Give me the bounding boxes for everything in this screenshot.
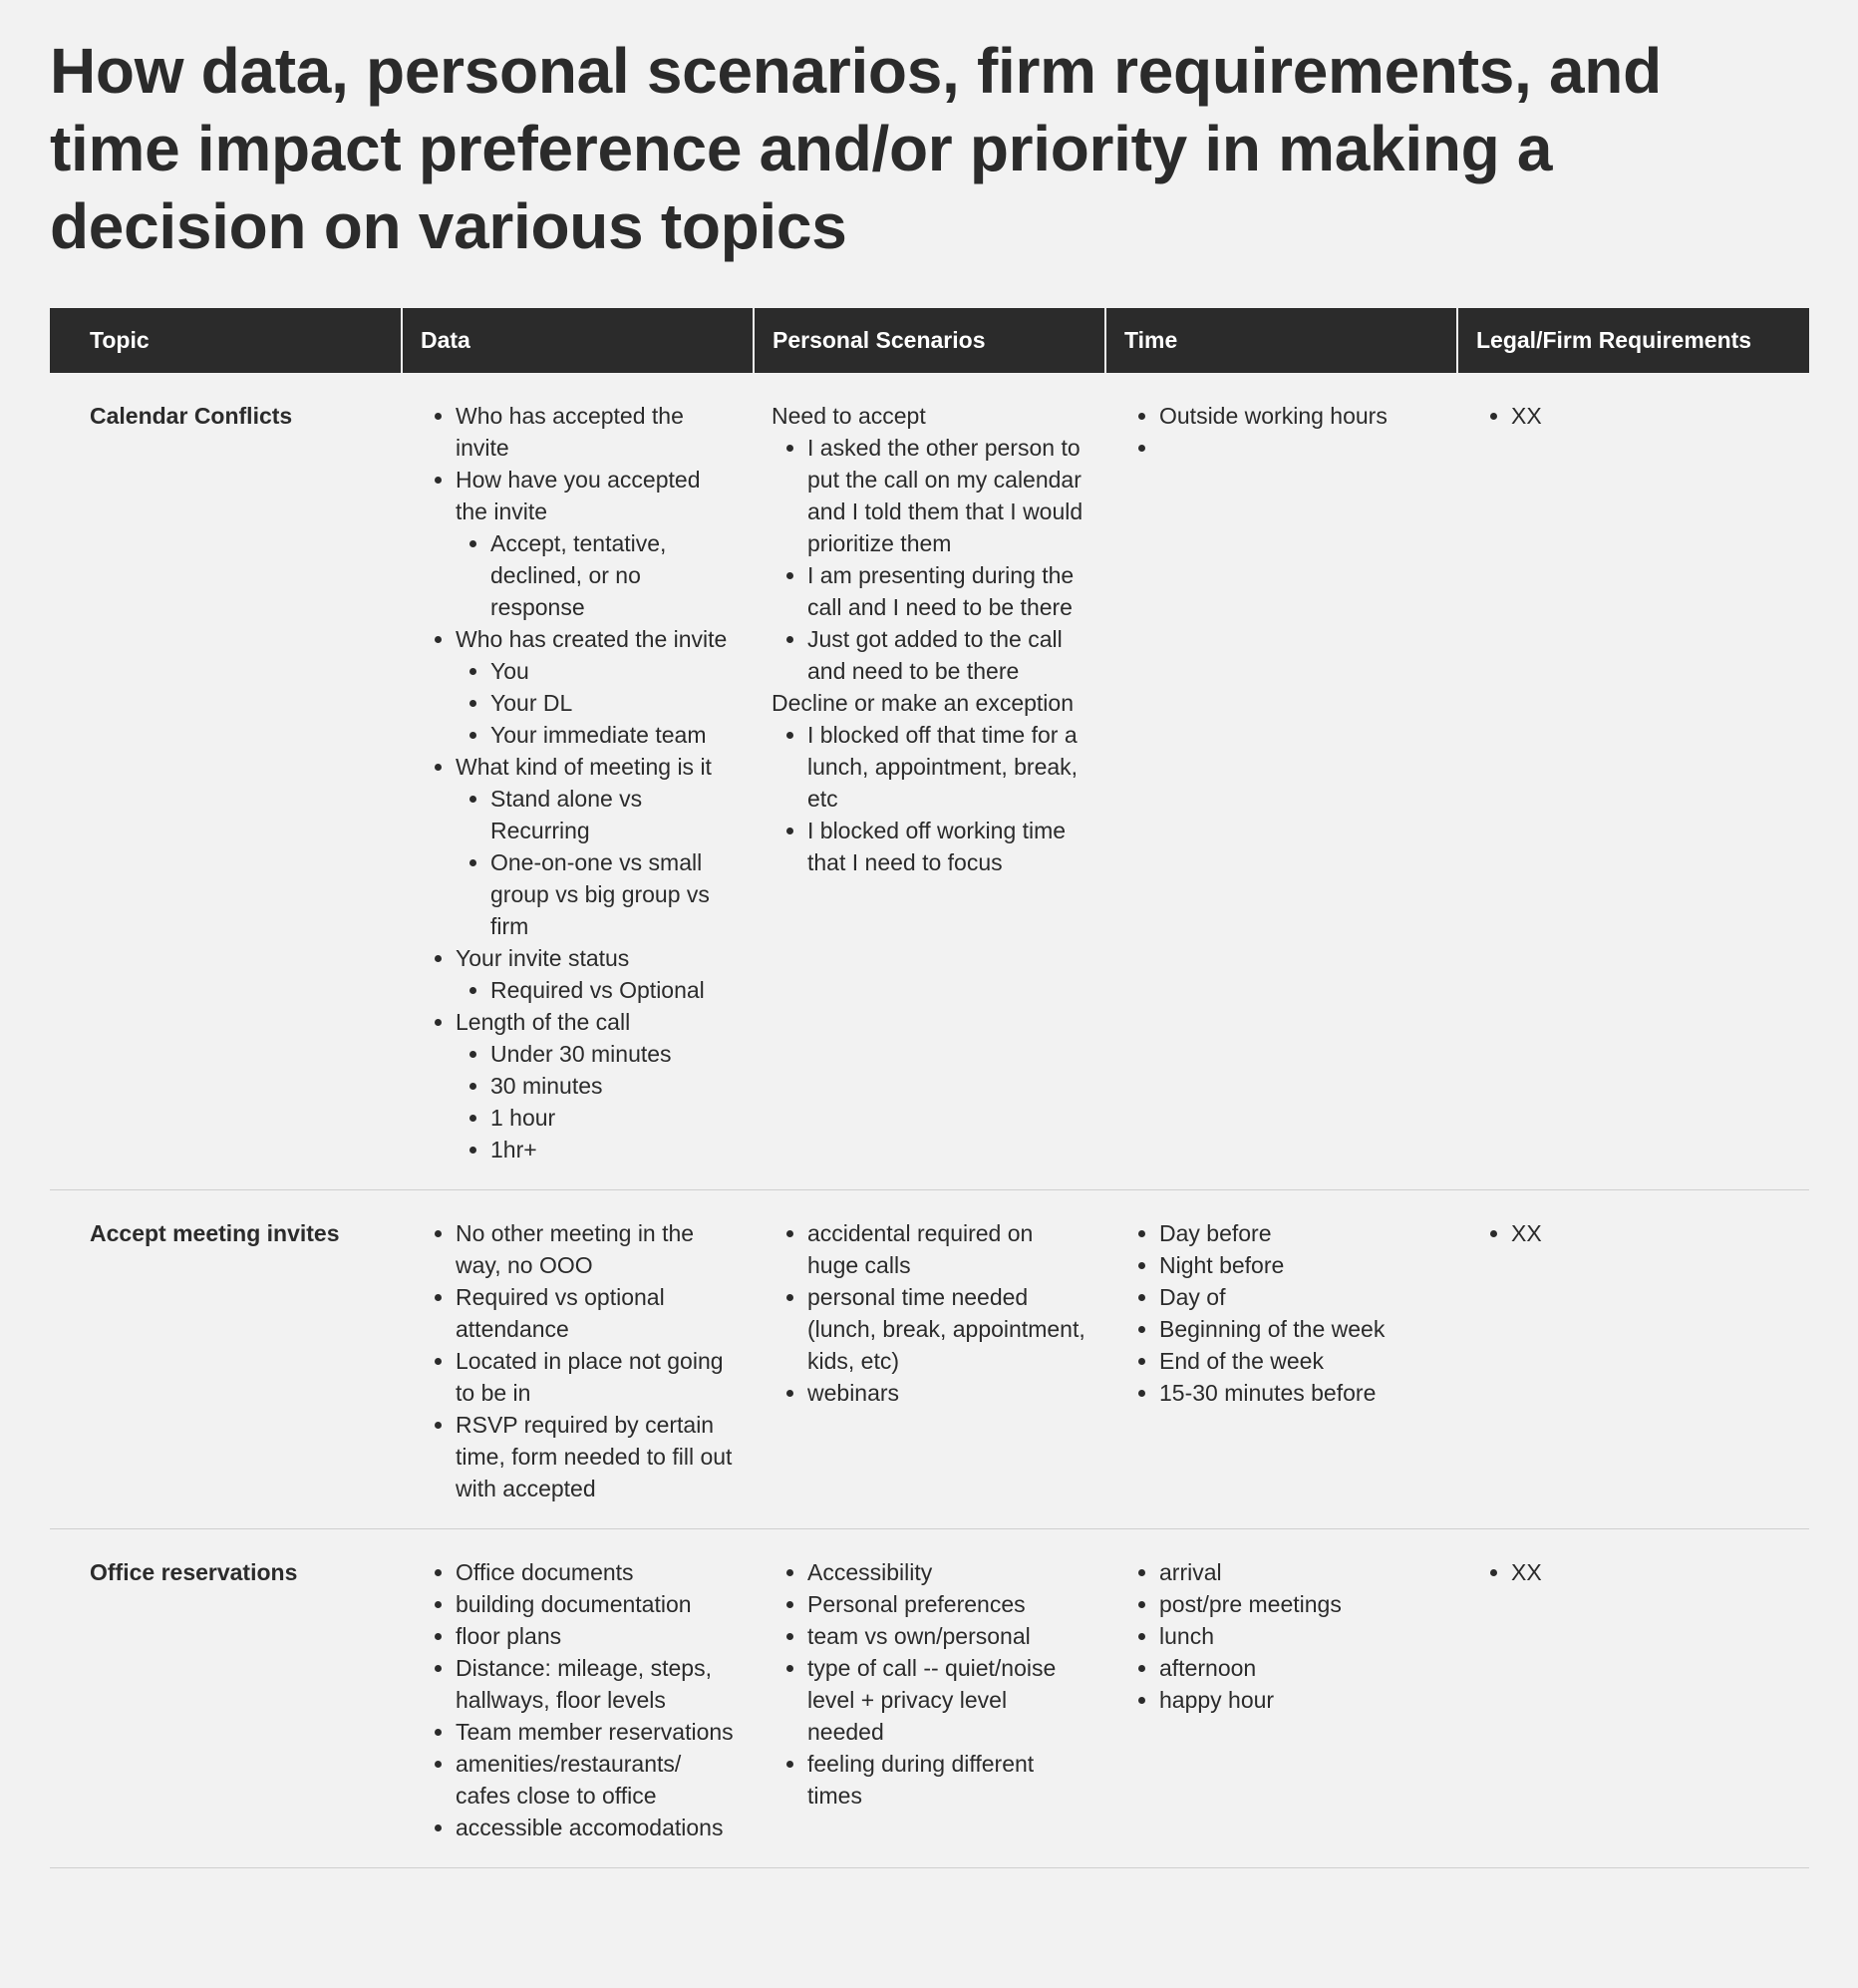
sub-list-item: • Under 30 minutes [490, 1038, 736, 1070]
list-item-text: Distance: mileage, steps, hallways, floor levels [456, 1655, 712, 1713]
list-item: • I blocked off working time that I need to focus [807, 815, 1087, 878]
list-item [456, 1556, 736, 1588]
time-list [1123, 400, 1439, 464]
decision-factors-table [50, 308, 1809, 1868]
topic-cell: Office reservations [50, 1529, 402, 1868]
list-item-text: building documentation [456, 1591, 692, 1617]
sub-list-item: • Stand alone vs Recurring [490, 783, 736, 846]
list-item [456, 623, 736, 751]
time-list [1123, 1556, 1439, 1716]
sub-list [456, 655, 736, 751]
list-item: • I am presenting during the call and I need to be there [807, 559, 1087, 623]
list-item: • afternoon [1159, 1652, 1439, 1684]
list-item [456, 400, 736, 464]
sub-list-item: • You [490, 655, 736, 687]
table-body [50, 373, 1809, 1868]
table-row [50, 1190, 1809, 1529]
list-item: • type of call -- quiet/noise level + privacy level needed [807, 1652, 1087, 1748]
topic-cell: Calendar Conflicts [50, 373, 402, 1190]
legal-list [1475, 1556, 1791, 1588]
list-item-text: How have you accepted the invite [456, 467, 701, 524]
data-cell [402, 1190, 754, 1529]
header-topic: Topic [50, 308, 402, 373]
sub-list-item: • Required vs Optional [490, 974, 736, 1006]
time-list [1123, 1217, 1439, 1409]
scenario-group-heading: Decline or make an exception [772, 690, 1074, 716]
list-item [1159, 432, 1439, 464]
list-item [456, 1748, 736, 1812]
list-item [456, 1006, 736, 1165]
list-item-text: Who has created the invite [456, 626, 728, 652]
table-row [50, 1529, 1809, 1868]
list-item-text: Located in place not going to be in [456, 1348, 724, 1406]
scenario-list [772, 1556, 1087, 1812]
list-item-text: Required vs optional attendance [456, 1284, 665, 1342]
list-item [456, 1620, 736, 1652]
list-item: • Day of [1159, 1281, 1439, 1313]
header-legal-firm-requirements: Legal/Firm Requirements [1457, 308, 1809, 373]
list-item: • webinars [807, 1377, 1087, 1409]
list-item: • I asked the other person to put the call on my calendar and I told them that I would prioritize them [807, 432, 1087, 559]
time-cell [1105, 373, 1457, 1190]
list-item [456, 942, 736, 1006]
list-item [456, 1217, 736, 1281]
list-item: • team vs own/personal [807, 1620, 1087, 1652]
list-item [456, 1281, 736, 1345]
data-cell [402, 1529, 754, 1868]
sub-list [456, 527, 736, 623]
list-item-text: Who has accepted the invite [456, 403, 684, 461]
list-item-text: Team member reservations [456, 1719, 734, 1745]
time-cell [1105, 1529, 1457, 1868]
list-item [456, 1716, 736, 1748]
list-item: • I blocked off that time for a lunch, appointment, break, etc [807, 719, 1087, 815]
header-data: Data [402, 308, 754, 373]
personal-scenarios-cell [754, 373, 1105, 1190]
sub-list-item: • Your DL [490, 687, 736, 719]
list-item-text: amenities/restaurants/ cafes close to office [456, 1751, 682, 1809]
list-item: • lunch [1159, 1620, 1439, 1652]
list-item-text: No other meeting in the way, no OOO [456, 1220, 695, 1278]
data-cell [402, 373, 754, 1190]
time-cell [1105, 1190, 1457, 1529]
list-item-text: RSVP required by certain time, form needed to fill out with accepted [456, 1412, 733, 1501]
legal-requirements-cell [1457, 373, 1809, 1190]
list-item: • XX [1511, 1217, 1791, 1249]
header-time: Time [1105, 308, 1457, 373]
data-list [420, 1217, 736, 1504]
sub-list-item: • One-on-one vs small group vs big group vs firm [490, 846, 736, 942]
list-item-text: Your invite status [456, 945, 630, 971]
scenario-list [772, 719, 1087, 878]
list-item [456, 464, 736, 623]
list-item: • happy hour [1159, 1684, 1439, 1716]
data-list [420, 1556, 736, 1843]
list-item: • Accessibility [807, 1556, 1087, 1588]
page-title: How data, personal scenarios, firm requirements, and time impact preference and/or priority in making a decision on various topics [50, 35, 1662, 262]
header-personal-scenarios: Personal Scenarios [754, 308, 1105, 373]
legal-list [1475, 1217, 1791, 1249]
legal-requirements-cell [1457, 1529, 1809, 1868]
legal-list [1475, 400, 1791, 432]
sub-list [456, 974, 736, 1006]
list-item: • End of the week [1159, 1345, 1439, 1377]
list-item-text: Length of the call [456, 1009, 631, 1035]
list-item-text: accessible accomodations [456, 1815, 724, 1840]
list-item [456, 1345, 736, 1409]
list-item-text: floor plans [456, 1623, 562, 1649]
table-header [50, 308, 1809, 373]
list-item-text: Office documents [456, 1559, 634, 1585]
scenario-list [772, 432, 1087, 687]
list-item: • accidental required on huge calls [807, 1217, 1087, 1281]
list-item: • 15-30 minutes before [1159, 1377, 1439, 1409]
sub-list [456, 783, 736, 942]
list-item: • arrival [1159, 1556, 1439, 1588]
list-item: • XX [1511, 1556, 1791, 1588]
data-list [420, 400, 736, 1165]
list-item: • Night before [1159, 1249, 1439, 1281]
sub-list-item: • 1 hour [490, 1102, 736, 1134]
list-item: • post/pre meetings [1159, 1588, 1439, 1620]
sub-list-item: • 1hr+ [490, 1134, 736, 1165]
personal-scenarios-cell [754, 1190, 1105, 1529]
sub-list-item: • 30 minutes [490, 1070, 736, 1102]
table-row [50, 373, 1809, 1190]
list-item: • Beginning of the week [1159, 1313, 1439, 1345]
list-item: • Just got added to the call and need to be there [807, 623, 1087, 687]
list-item [456, 751, 736, 942]
list-item [456, 1652, 736, 1716]
personal-scenarios-cell [754, 1529, 1105, 1868]
list-item [456, 1812, 736, 1843]
list-item: • feeling during different times [807, 1748, 1087, 1812]
header-row [50, 308, 1809, 373]
list-item [456, 1588, 736, 1620]
list-item: • XX [1511, 400, 1791, 432]
list-item: • Personal preferences [807, 1588, 1087, 1620]
list-item: • personal time needed (lunch, break, appointment, kids, etc) [807, 1281, 1087, 1377]
scenario-group-heading: Need to accept [772, 403, 926, 429]
sub-list [456, 1038, 736, 1165]
list-item: • Day before [1159, 1217, 1439, 1249]
sub-list-item: • Accept, tentative, declined, or no response [490, 527, 736, 623]
legal-requirements-cell [1457, 1190, 1809, 1529]
list-item: • Outside working hours [1159, 400, 1439, 432]
list-item [456, 1409, 736, 1504]
sub-list-item: • Your immediate team [490, 719, 736, 751]
topic-cell: Accept meeting invites [50, 1190, 402, 1529]
scenario-list [772, 1217, 1087, 1409]
list-item-text: What kind of meeting is it [456, 754, 712, 780]
